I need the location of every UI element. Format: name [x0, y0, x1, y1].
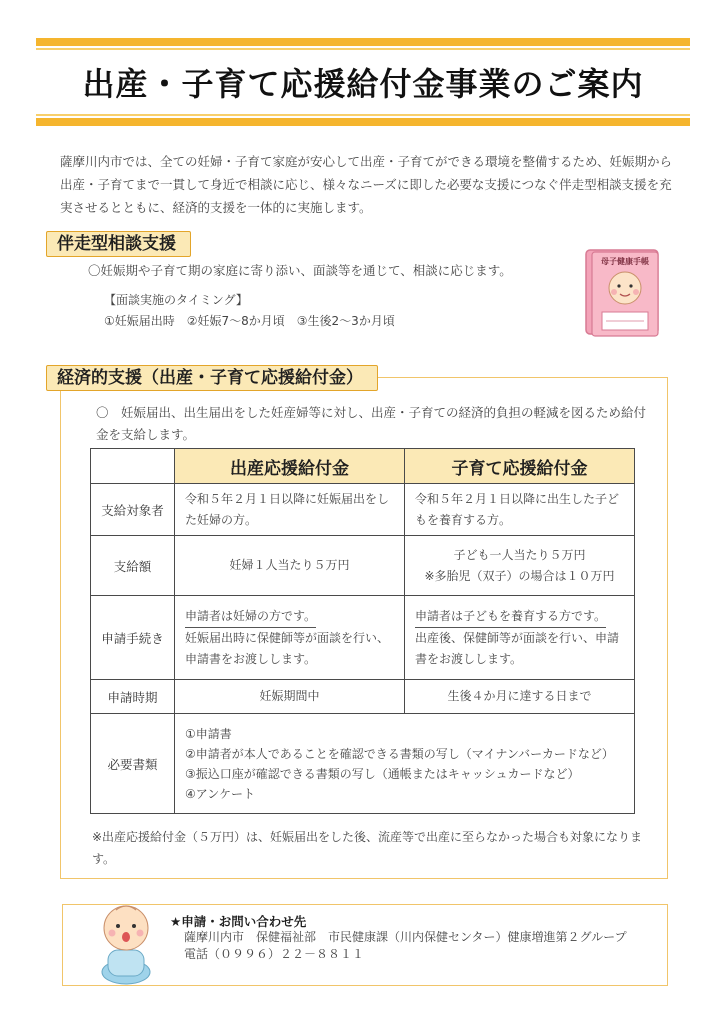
cell-birth-procedure [175, 596, 405, 680]
table-row [91, 714, 635, 814]
section-economic-text: 〇 妊娠届出、出生届出をした妊産婦等に対し、出産・子育ての経済的負担の軽減を図るため給付金を支給します。 [96, 405, 647, 442]
birth-procedure-detail: 妊娠届出時に保健師等が面談を行い、申請書をお渡しします。 [185, 630, 390, 666]
header-bar-bottom [36, 118, 690, 126]
document-item: ④アンケート [185, 786, 256, 801]
baby-illustration [86, 896, 166, 986]
interview-timing-heading: 【面談実施のタイミング】 [104, 293, 248, 307]
child-procedure-detail: 出産後、保健師等が面談を行い、申請書をお渡しします。 [415, 630, 620, 666]
table-row [91, 484, 635, 536]
row-label-documents: 必要書類 [91, 714, 175, 814]
document-item: ③振込口座が確認できる書類の写し（通帳またはキャッシュカードなど） [185, 766, 580, 781]
section-economic-heading: 経済的支援（出産・子育て応援給付金） [46, 365, 378, 391]
birth-applicant-note: 申請者は妊婦の方です。 [185, 606, 316, 628]
page-title: 出産・子育て応援給付金事業のご案内 [82, 65, 644, 103]
table-row [91, 536, 635, 596]
cell-child-eligibility: 令和５年２月１日以降に出生した子どもを養育する方。 [405, 484, 635, 536]
child-applicant-note: 申請者は子どもを養育する方です。 [415, 606, 606, 628]
cell-child-amount [405, 536, 635, 596]
row-label-amount: 支給額 [91, 536, 175, 596]
child-amount-line: 子ども一人当たり５万円 [453, 547, 586, 562]
table-corner-cell [91, 449, 175, 484]
section-consultation-text: 〇妊娠期や子育て期の家庭に寄り添い、面談等を通じて、相談に応じます。 [88, 263, 512, 278]
table-row [91, 680, 635, 714]
cell-birth-period: 妊娠期間中 [175, 680, 405, 714]
benefit-table [90, 448, 635, 814]
document-item: ①申請書 [185, 726, 232, 741]
header-bar-top [36, 38, 690, 46]
cell-birth-amount: 妊婦１人当たり５万円 [175, 536, 405, 596]
cell-required-documents [175, 714, 635, 814]
document-item: ②申請者が本人であることを確認できる書類の写し（マイナンバーカードなど） [185, 746, 614, 761]
table-header-row [91, 449, 635, 484]
footnote: ※出産応援給付金（５万円）は、妊娠届出をした後、流産等で出産に至らなかった場合も対象になります。 [92, 830, 643, 866]
child-amount-twins-note: ※多胎児（双子）の場合は１０万円 [424, 568, 615, 583]
header-bar-top-thin [36, 48, 690, 50]
table-row [91, 596, 635, 680]
column-birth-benefit: 出産応援給付金 [175, 449, 405, 484]
intro-paragraph: 薩摩川内市では、全ての妊婦・子育て家庭が安心して出産・子育てができる環境を整備するため、妊娠期から出産・子育てまで一貫して身近で相談に応じ、様々なニーズに即した必要な支援につなぐ伴走型相談支援を充実させるとともに、経済的支援を一体的に実施します。 [60, 154, 673, 215]
cell-birth-eligibility: 令和５年２月１日以降に妊娠届出をした妊婦の方。 [175, 484, 405, 536]
booklet-label: 母子健康手帳 [601, 257, 649, 266]
contact-title: ★申請・お問い合わせ先 [170, 914, 307, 929]
row-label-eligibility: 支給対象者 [91, 484, 175, 536]
interview-timing-list: ①妊娠届出時 ②妊娠7～8か月頃 ③生後2～3か月頃 [104, 314, 395, 328]
cell-child-procedure [405, 596, 635, 680]
header-bar-bottom-thin [36, 114, 690, 116]
contact-phone: 電話（０９９６）２２－８８１１ [184, 947, 365, 961]
section-consultation-heading: 伴走型相談支援 [46, 231, 191, 257]
column-childcare-benefit: 子育て応援給付金 [405, 449, 635, 484]
maternal-handbook-illustration [584, 248, 664, 338]
contact-address: 薩摩川内市 保健福祉部 市民健康課（川内保健センター）健康増進第２グループ [184, 930, 627, 944]
row-label-period: 申請時期 [91, 680, 175, 714]
row-label-procedure: 申請手続き [91, 596, 175, 680]
cell-child-period: 生後４か月に達する日まで [405, 680, 635, 714]
